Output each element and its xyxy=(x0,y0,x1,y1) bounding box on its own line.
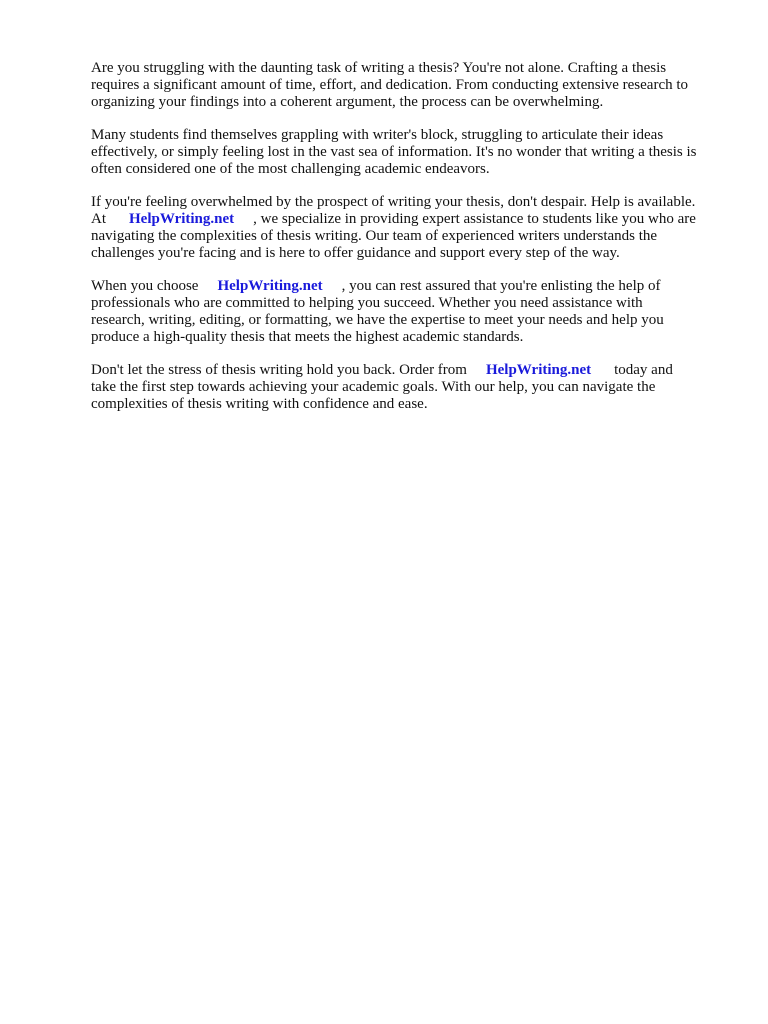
paragraph-2 xyxy=(91,127,731,178)
paragraph-line: research, writing, editing, or formatting, we have the expertise to meet your needs and help you xyxy=(91,312,664,328)
paragraph-line-with-link xyxy=(91,362,731,379)
paragraph-5 xyxy=(91,362,731,413)
helpwriting-link[interactable]: HelpWriting.net xyxy=(217,278,323,294)
line-text-before-link: When you choose xyxy=(91,278,199,294)
paragraph-line: If you're feeling overwhelmed by the prospect of writing your thesis, don't despair. Help is available. xyxy=(91,194,696,210)
paragraph-line: Are you struggling with the daunting task of writing a thesis? You're not alone. Crafting a thesis xyxy=(91,60,667,76)
paragraph-3 xyxy=(91,194,731,262)
paragraph-line: complexities of thesis writing with confidence and ease. xyxy=(91,396,428,412)
paragraph-line: professionals who are committed to helping you succeed. Whether you need assistance with xyxy=(91,295,643,311)
helpwriting-link[interactable]: HelpWriting.net xyxy=(129,211,235,227)
line-text-after-link: today and xyxy=(614,362,673,378)
line-text-after-link: , you can rest assured that you're enlisting the help of xyxy=(341,278,661,294)
paragraph-line: challenges you're facing and is here to offer guidance and support every step of the way. xyxy=(91,245,620,261)
helpwriting-link[interactable]: HelpWriting.net xyxy=(485,362,592,378)
paragraph-line: produce a high-quality thesis that meets the highest academic standards. xyxy=(91,329,524,345)
paragraph-1 xyxy=(91,60,731,111)
paragraph-4 xyxy=(91,278,731,346)
paragraph-line: effectively, or simply feeling lost in the vast sea of information. It's no wonder that writing a thesis is xyxy=(91,144,697,160)
line-text-after-link: , we specialize in providing expert assistance to students like you who are xyxy=(253,211,696,227)
paragraph-line-with-link xyxy=(91,278,731,295)
paragraph-line: often considered one of the most challenging academic endeavors. xyxy=(91,161,490,177)
paragraph-line: take the first step towards achieving your academic goals. With our help, you can navigate the xyxy=(91,379,656,395)
line-text-before-link: At xyxy=(91,211,106,227)
paragraph-line-with-link xyxy=(91,211,731,228)
paragraph-line: requires a significant amount of time, effort, and dedication. From conducting extensive research to xyxy=(91,77,689,93)
paragraph-line: navigating the complexities of thesis writing. Our team of experienced writers understands the xyxy=(91,228,658,244)
line-text-before-link: Don't let the stress of thesis writing hold you back. Order from xyxy=(91,362,467,378)
paragraph-line: Many students find themselves grappling with writer's block, struggling to articulate their ideas xyxy=(91,127,664,143)
paragraph-line: organizing your findings into a coherent argument, the process can be overwhelming. xyxy=(91,94,604,110)
